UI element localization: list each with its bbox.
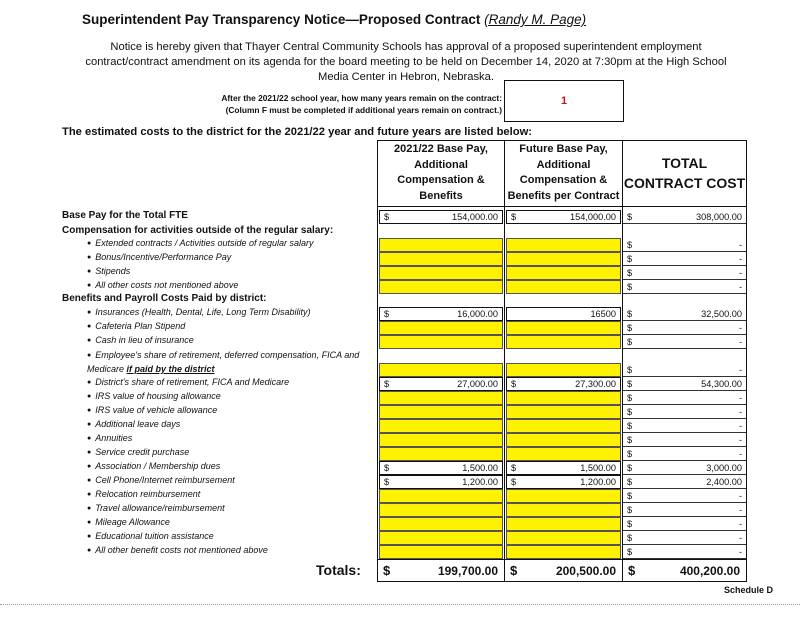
years-remaining-field[interactable]: 1 [504, 80, 624, 122]
amount-2021-22-field[interactable] [379, 210, 503, 224]
row-label: ● Insurances (Health, Dental, Life, Long Term Disability) [87, 307, 311, 317]
currency-sign: $ [627, 420, 633, 431]
input-2021-22-field[interactable] [379, 363, 503, 377]
total-cell [623, 377, 746, 391]
total-cell [623, 517, 746, 531]
row-label-continued: Medicare if paid by the district [87, 364, 215, 374]
currency-sign: $ [627, 546, 633, 557]
total-contract-cost: $ 400,200.00 [628, 563, 740, 578]
input-2021-22-field[interactable] [379, 433, 503, 447]
currency-sign: $ [384, 309, 390, 319]
input-future-field[interactable] [506, 503, 621, 517]
row-label: Benefits and Payroll Costs Paid by district: [62, 293, 267, 304]
header-divider [377, 206, 747, 207]
row-label: ● Employee's share of retirement, deferred compensation, FICA and [87, 350, 359, 360]
row-label: ● Annuities [87, 433, 132, 443]
currency-sign: $ [384, 212, 390, 222]
input-future-field[interactable] [506, 545, 621, 559]
amount: 27,000.00 [457, 379, 498, 389]
amount: 16,000.00 [457, 309, 498, 319]
currency-sign: $ [627, 448, 633, 459]
currency-sign: $ [511, 463, 517, 473]
amount-2021-22-field[interactable] [379, 377, 503, 391]
amount: - [738, 546, 742, 557]
input-future-field[interactable] [506, 405, 621, 419]
amount: 2,400.00 [706, 476, 742, 487]
amount-2021-22-field[interactable] [379, 307, 503, 321]
input-future-field[interactable] [506, 517, 621, 531]
total-future: $ 200,500.00 [510, 563, 616, 578]
label-emphasis: if paid by the district [126, 364, 215, 374]
input-future-field[interactable] [506, 335, 621, 349]
row-label: ● IRS value of housing allowance [87, 391, 221, 401]
amount-future-field[interactable] [506, 377, 621, 391]
schedule-label: Schedule D [724, 585, 774, 595]
amount: - [738, 448, 742, 459]
row-label: ● Cafeteria Plan Stipend [87, 321, 185, 331]
amount-2021-22-field[interactable] [379, 461, 503, 475]
amount-future-field[interactable] [506, 210, 621, 224]
total-cell [623, 210, 746, 224]
row-label: ● IRS value of vehicle allowance [87, 405, 217, 415]
input-future-field[interactable] [506, 266, 621, 280]
input-2021-22-field[interactable] [379, 517, 503, 531]
currency-sign: $ [627, 532, 633, 543]
row-label: ● Stipends [87, 266, 130, 276]
total-cell [623, 545, 746, 559]
years-remaining-question: After the 2021/22 school year, how many years remain on the contract: (Column F must be completed if additional years remain on contract.) [221, 93, 502, 115]
input-2021-22-field[interactable] [379, 238, 503, 252]
column-header-2021-22: 2021/22 Base Pay, Additional Compensation & Benefits [394, 143, 488, 202]
input-future-field[interactable] [506, 433, 621, 447]
column-header-future: Future Base Pay, Additional Compensation & Benefits per Contract [507, 143, 620, 202]
currency-sign: $ [384, 463, 390, 473]
currency-sign: $ [627, 322, 633, 333]
total-cell [623, 307, 746, 321]
row-label: ● Service credit purchase [87, 447, 189, 457]
input-future-field[interactable] [506, 489, 621, 503]
total-cell [623, 363, 746, 377]
row-label: ● Cash in lieu of insurance [87, 335, 194, 345]
currency-sign: $ [627, 267, 633, 278]
row-label: ● District's share of retirement, FICA and Medicare [87, 377, 289, 387]
row-label: ● Mileage Allowance [87, 517, 170, 527]
total-cell [623, 503, 746, 517]
total-cell [623, 433, 746, 447]
input-2021-22-field[interactable] [379, 252, 503, 266]
row-label: ● Travel allowance/reimbursement [87, 503, 225, 513]
row-label: ● All other benefit costs not mentioned above [87, 545, 268, 555]
currency-sign: $ [627, 211, 633, 222]
row-label: ● Relocation reimbursement [87, 489, 200, 499]
currency-sign: $ [627, 518, 633, 529]
amount: 1,200.00 [462, 477, 498, 487]
currency-sign: $ [627, 253, 633, 264]
amount: - [738, 364, 742, 375]
input-future-field[interactable] [506, 280, 621, 294]
totals-label: Totals: [316, 562, 361, 578]
notice-paragraph: Notice is hereby given that Thayer Central Community Schools has approval of a proposed superintendent employment contract/contract amendment on its agenda for the board meeting to be held on December 14, 2020 at 7:30pm at the High School Media Center in Hebron, Nebraska. [85, 41, 727, 83]
currency-sign: $ [384, 379, 390, 389]
input-2021-22-field[interactable] [379, 280, 503, 294]
amount: - [738, 420, 742, 431]
total-cell [623, 461, 746, 475]
row-label: Base Pay for the Total FTE [62, 210, 188, 221]
currency-sign: $ [627, 364, 633, 375]
amount: - [738, 434, 742, 445]
amount: - [738, 239, 742, 250]
currency-sign: $ [627, 504, 633, 515]
input-future-field[interactable] [506, 391, 621, 405]
amount: - [738, 322, 742, 333]
row-label: ● Additional leave days [87, 419, 180, 429]
amount: 27,300.00 [575, 379, 616, 389]
amount-future-field[interactable] [506, 307, 621, 321]
row-label: ● Extended contracts / Activities outside of regular salary [87, 238, 314, 248]
input-future-field[interactable] [506, 252, 621, 266]
input-2021-22-field[interactable] [379, 545, 503, 559]
total-cell [623, 335, 746, 349]
currency-sign: $ [627, 281, 633, 292]
currency-sign: $ [627, 490, 633, 501]
page-edge-line [0, 604, 800, 605]
amount: 1,200.00 [580, 477, 616, 487]
row-label: ● All other costs not mentioned above [87, 280, 238, 290]
amount: 3,000.00 [706, 462, 742, 473]
input-2021-22-field[interactable] [379, 419, 503, 433]
currency-sign: $ [627, 406, 633, 417]
currency-sign: $ [511, 379, 517, 389]
amount-2021-22-field[interactable] [379, 475, 503, 489]
amount: 1,500.00 [580, 463, 616, 473]
amount: 32,500.00 [701, 308, 742, 319]
input-future-field[interactable] [506, 531, 621, 545]
currency-sign: $ [627, 239, 633, 250]
currency-sign: $ [627, 336, 633, 347]
total-cell [623, 531, 746, 545]
row-label: ● Bonus/Incentive/Performance Pay [87, 252, 231, 262]
amount: 16500 [590, 309, 616, 319]
amount-future-field[interactable] [506, 475, 621, 489]
total-cell [623, 391, 746, 405]
amount-future-field[interactable] [506, 461, 621, 475]
input-future-field[interactable] [506, 419, 621, 433]
input-2021-22-field[interactable] [379, 489, 503, 503]
amount: - [738, 392, 742, 403]
amount: - [738, 281, 742, 292]
input-2021-22-field[interactable] [379, 503, 503, 517]
amount: - [738, 490, 742, 501]
row-label: ● Association / Membership dues [87, 461, 220, 471]
input-2021-22-field[interactable] [379, 266, 503, 280]
column-header-total: TOTAL CONTRACT COST [623, 155, 746, 191]
row-label: ● Educational tuition assistance [87, 531, 214, 541]
page-title: Superintendent Pay Transparency Notice—Proposed Contract (Randy M. Page) [82, 12, 587, 27]
total-2021-22: $ 199,700.00 [383, 563, 498, 578]
input-2021-22-field[interactable] [379, 447, 503, 461]
row-label: ● Cell Phone/Internet reimbursement [87, 475, 235, 485]
row-label: Compensation for activities outside of the regular salary: [62, 225, 334, 236]
input-2021-22-field[interactable] [379, 321, 503, 335]
total-cell [623, 238, 746, 252]
currency-sign: $ [627, 434, 633, 445]
amount: - [738, 504, 742, 515]
input-2021-22-field[interactable] [379, 335, 503, 349]
input-future-field[interactable] [506, 238, 621, 252]
total-cell [623, 447, 746, 461]
amount: - [738, 532, 742, 543]
amount: - [738, 518, 742, 529]
input-2021-22-field[interactable] [379, 405, 503, 419]
input-future-field[interactable] [506, 321, 621, 335]
total-cell [623, 489, 746, 503]
total-cell [623, 475, 746, 489]
currency-sign: $ [627, 462, 633, 473]
currency-sign: $ [511, 212, 517, 222]
total-cell [623, 321, 746, 335]
currency-sign: $ [627, 308, 633, 319]
amount: 154,000.00 [452, 212, 498, 222]
superintendent-name: (Randy M. Page) [484, 12, 587, 27]
input-future-field[interactable] [506, 363, 621, 377]
amount: 308,000.00 [696, 211, 742, 222]
amount: - [738, 253, 742, 264]
currency-sign: $ [511, 477, 517, 487]
total-cell [623, 280, 746, 294]
currency-sign: $ [627, 378, 633, 389]
total-cell [623, 266, 746, 280]
currency-sign: $ [384, 477, 390, 487]
input-future-field[interactable] [506, 447, 621, 461]
total-cell [623, 405, 746, 419]
currency-sign: $ [627, 392, 633, 403]
total-cell [623, 419, 746, 433]
amount: 54,300.00 [701, 378, 742, 389]
amount: 1,500.00 [462, 463, 498, 473]
amount: - [738, 336, 742, 347]
amount: - [738, 267, 742, 278]
amount: - [738, 406, 742, 417]
input-2021-22-field[interactable] [379, 531, 503, 545]
currency-sign: $ [627, 476, 633, 487]
input-2021-22-field[interactable] [379, 391, 503, 405]
amount: 154,000.00 [570, 212, 616, 222]
total-cell [623, 252, 746, 266]
estimate-caption: The estimated costs to the district for the 2021/22 year and future years are listed below: [62, 126, 533, 138]
